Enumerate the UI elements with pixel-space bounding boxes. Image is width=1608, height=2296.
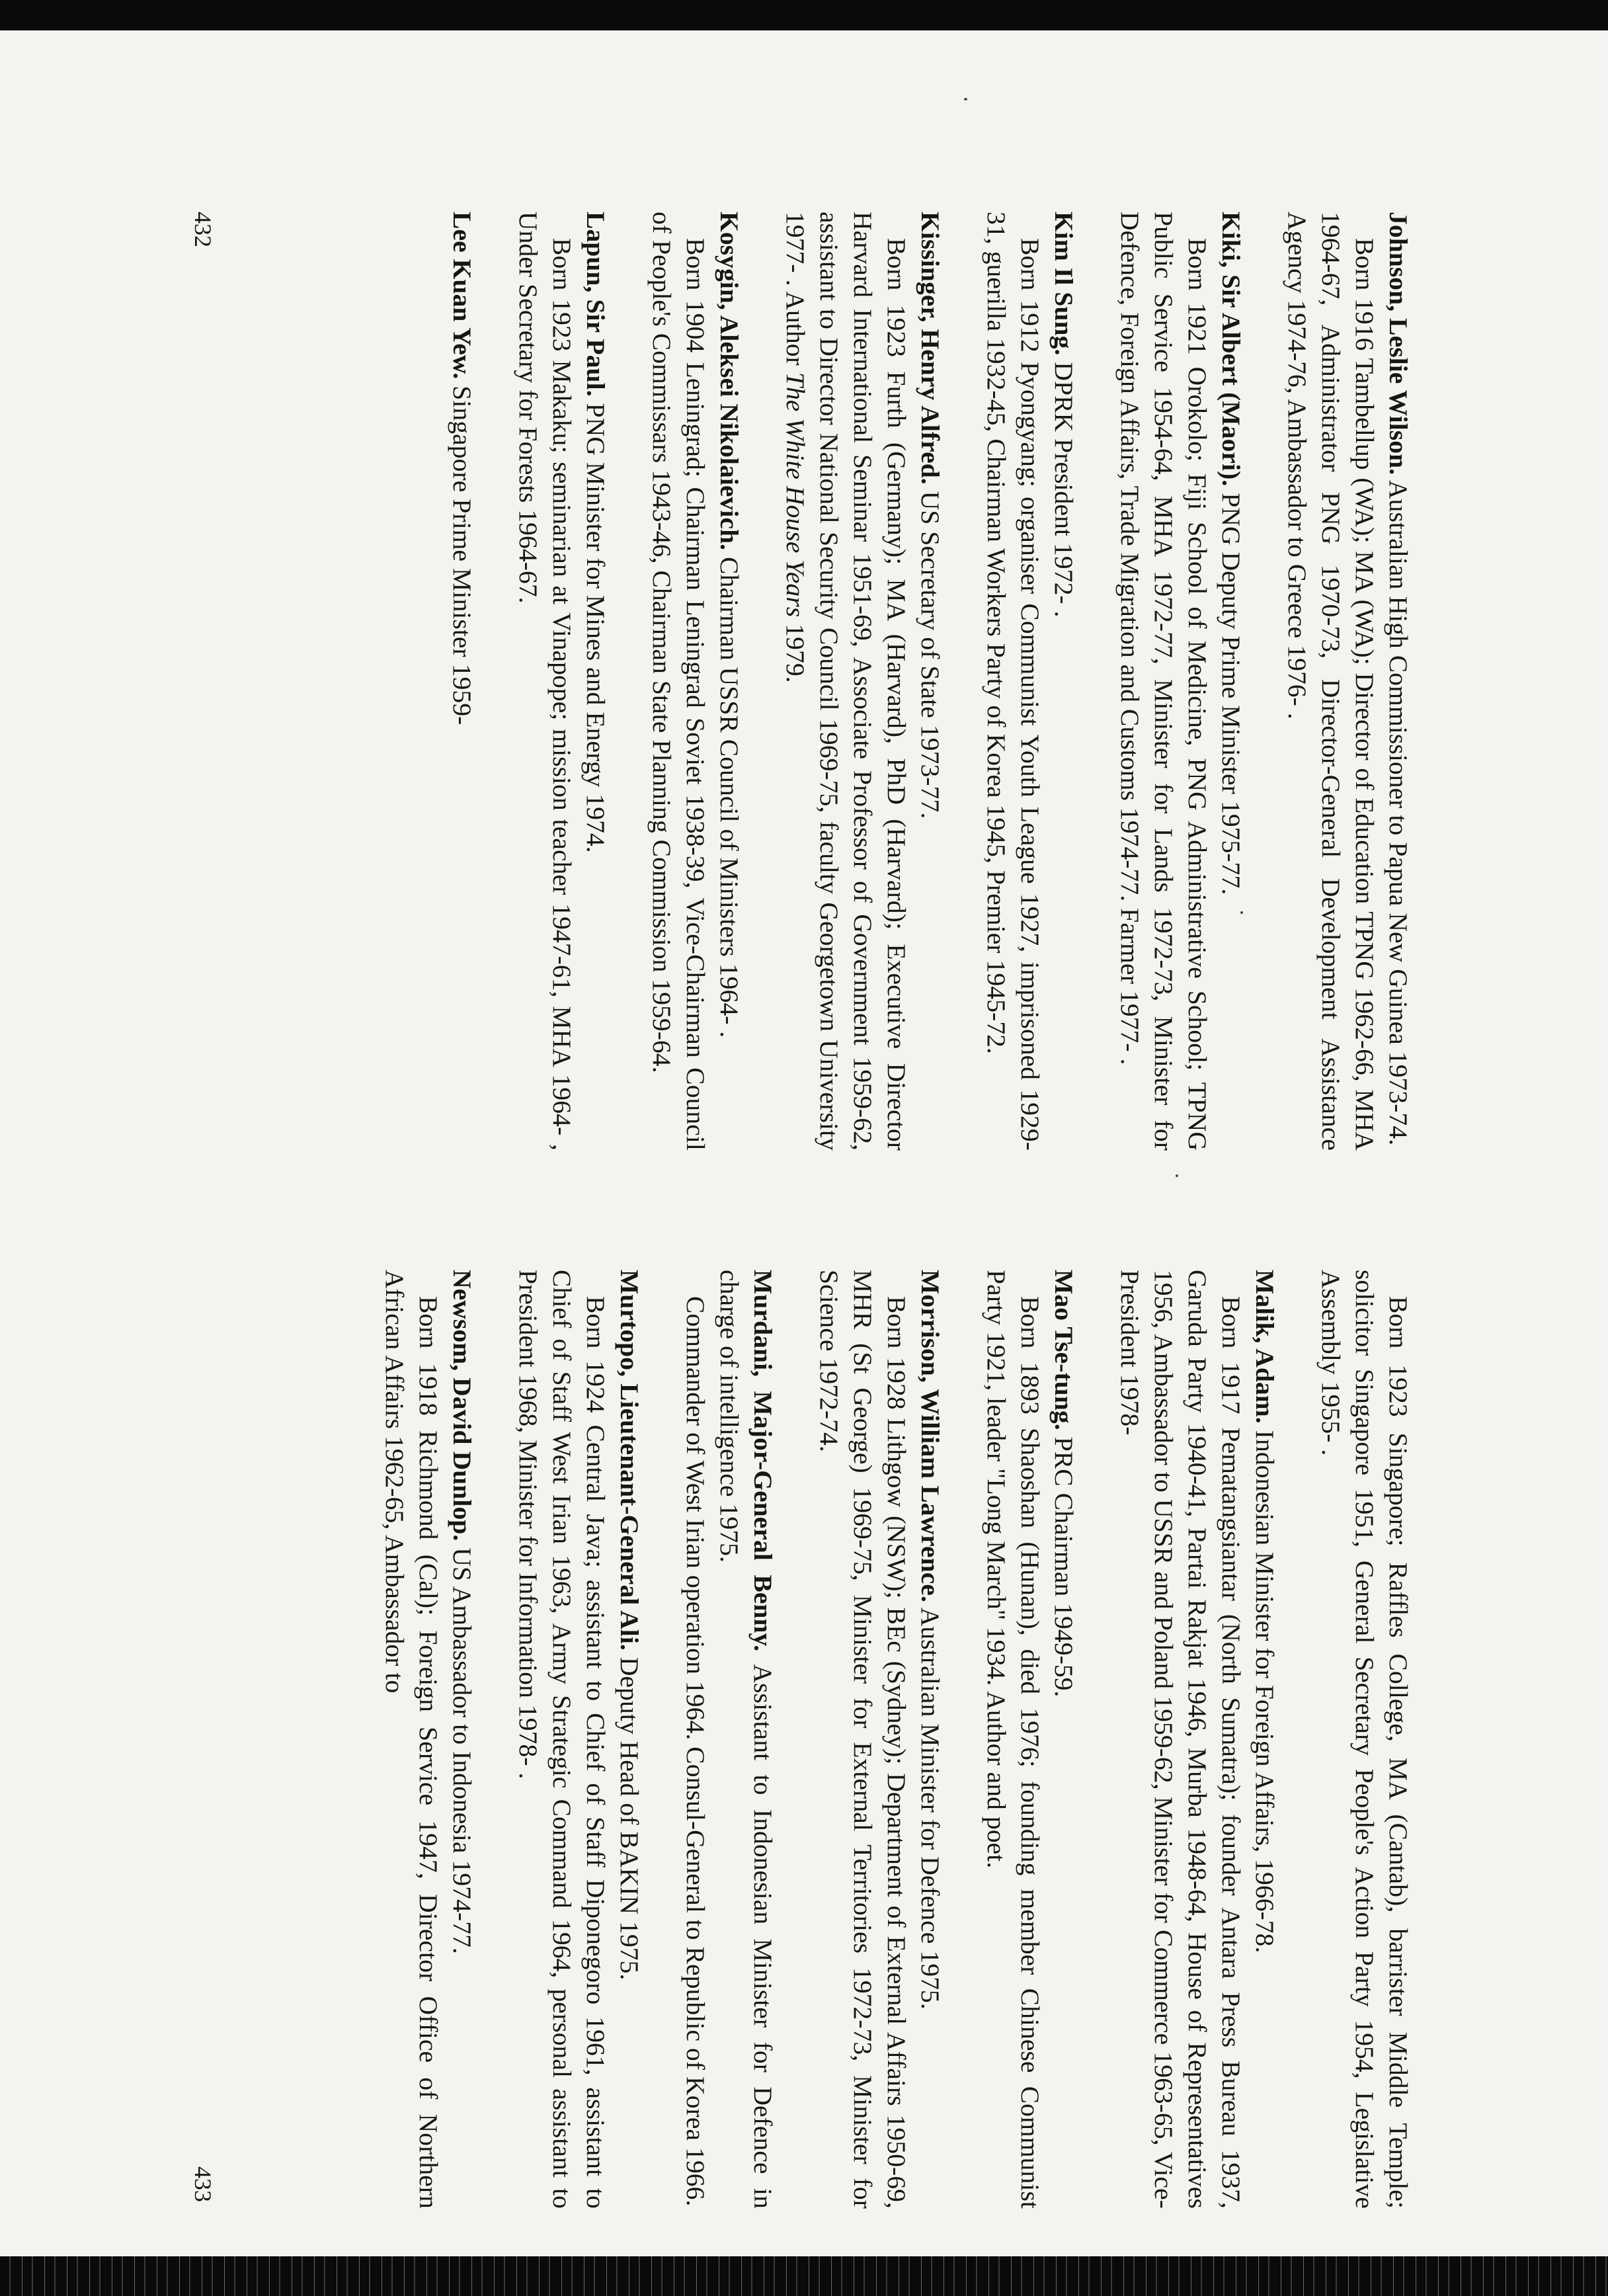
entry-kiki <box>1113 212 1248 1151</box>
entry-kissinger <box>778 212 947 1151</box>
entry-summary: US Ambassador to Indonesia 1974-77. <box>448 1541 477 1954</box>
entry-detail: Born 1923 Singapore; Raffles College, MA (Cantab), barrister Middle Temple; solicitor Singapore 1951, General Secretary People's Action Party 1954, Legislative Assembly 1955- . <box>1316 1270 1413 2209</box>
entry-name: Lee Kuan Yew. <box>448 212 477 380</box>
entry-detail: Born 1916 Tambellup (WA); MA (WA); Director of Education TPNG 1962-66, MHA 1964-67, Administrator PNG 1970-73, Director-General Development Assistance Agency 1974-76, Ambassador to Greece 1976- . <box>1283 212 1379 1151</box>
entry-kim-il-sung <box>979 212 1080 1151</box>
entry-lee-kuan-yew-continued <box>1314 1270 1415 2209</box>
entry-summary: Deputy Head of BAKIN 1975. <box>615 1650 644 1981</box>
entry-detail: Born 1923 Makaku; seminarian at Vinapope; mission teacher 1947-61, MHA 1964- , Under Secretary for Forests 1964-67. <box>514 212 577 1151</box>
entry-name: Morrison, William Lawrence. <box>916 1270 945 1602</box>
entry-name: Murdani, Major-General Benny. <box>748 1270 778 1652</box>
entry-detail: Born 1904 Leningrad; Chairman Leningrad Soviet 1938-39, Vice-Chairman Council of People's Commissars 1943-46, Chairman State Planning Commission 1959-64. <box>647 212 710 1151</box>
entry-detail-end: 1979. <box>781 617 810 683</box>
entry-summary: Australian High Commissioner to Papua New Guinea 1973-74. <box>1384 475 1413 1146</box>
entry-name: Lapun, Sir Paul. <box>581 212 610 397</box>
entry-summary: PRC Chairman 1949-59. <box>1049 1430 1078 1698</box>
entry-detail: Born 1923 Furth (Germany); MA (Harvard), PhD (Harvard); Executive Director Harvard International Seminar 1951-69, Associate Professor of Government 1959-62, assistant to Director National Security Council 1969-75, faculty Georgetown University 1977- . Author <box>781 212 911 1151</box>
entry-lee-kuan-yew <box>445 212 479 1151</box>
entry-name: Johnson, Leslie Wilson. <box>1384 212 1413 475</box>
entry-summary: Indonesian Minister for Foreign Affairs, 1966-78. <box>1250 1423 1279 1953</box>
right-page <box>172 1270 1415 2209</box>
entry-summary: US Secretary of State 1973-77. <box>916 484 945 819</box>
page-number: 433 <box>190 2166 216 2202</box>
entry-summary: Assistant to Indonesian Minister for Defence in charge of intelligence 1975. <box>715 1270 778 2209</box>
entry-newsom <box>378 1270 479 2209</box>
entry-name: Murtopo, Lieutenant-General Ali. <box>615 1270 644 1651</box>
entry-detail: Born 1912 Pyongyang; organiser Communist Youth League 1927, imprisoned 1929-31, guerilla 1932-45, Chairman Workers Party of Korea 1945, Premier 1945-72. <box>982 212 1045 1151</box>
entry-summary: Australian Minister for Defence 1975. <box>916 1602 945 2010</box>
entry-detail: Born 1918 Richmond (Cal); Foreign Service 1947, Director Office of Northern African Affairs 1962-65, Ambassador to <box>380 1270 443 2209</box>
entry-summary: PNG Deputy Prime Minister 1975-77. <box>1217 486 1246 895</box>
entry-name: Mao Tse-tung. <box>1049 1270 1078 1430</box>
scan-border-bottom <box>0 2256 1608 2296</box>
entry-detail: Born 1928 Lithgow (NSW); BEc (Sydney); Department of External Affairs 1950-69, MHR (St George) 1969-75, Minister for External Territories 1972-73, Minister for Science 1972-74. <box>815 1270 911 2209</box>
scan-speck <box>1176 1174 1178 1177</box>
entry-detail: Commander of West Irian operation 1964. Consul-General to Republic of Korea 1966. <box>681 1296 710 2207</box>
left-page <box>172 212 1415 1151</box>
entry-murdani <box>678 1270 780 2209</box>
book-title: The White House Years <box>781 372 810 618</box>
entry-summary: Chairman USSR Council of Ministers 1964- . <box>715 550 744 1038</box>
entry-name: Newsom, David Dunlop. <box>448 1270 477 1541</box>
entry-lapun <box>511 212 612 1151</box>
page-number: 432 <box>190 212 216 247</box>
entry-name: Kim Il Sung. <box>1049 212 1078 356</box>
entry-johnson <box>1280 212 1415 1151</box>
entry-kosygin <box>645 212 746 1151</box>
entry-malik <box>1113 1270 1281 2209</box>
entry-detail: Born 1924 Central Java; assistant to Chief of Staff Diponegoro 1961, assistant to Chief of Staff West Irian 1963, Army Strategic Command 1964, personal assistant to President 1968, Minister for Information 1978- . <box>514 1270 610 2209</box>
entry-summary: PNG Minister for Mines and Energy 1974. <box>581 396 610 853</box>
entry-detail: Born 1917 Pematangsiantar (North Sumatra); founder Antara Press Bureau 1937, Garuda Party 1940-41, Partai Rakjat 1946, Murba 1948-64, House of Representatives 1956, Ambassador to USSR and Poland 1959-62, Minister for Commerce 1963-65, Vice-President 1978- <box>1115 1270 1246 2209</box>
entry-summary: DPRK President 1972- . <box>1049 355 1078 618</box>
entry-detail: Born 1893 Shaoshan (Hunan), died 1976; founding member Chinese Communist Party 1921, leader "Long March" 1934. Author and poet. <box>982 1270 1045 2209</box>
entry-name: Malik, Adam. <box>1250 1270 1279 1424</box>
entry-name: Kiki, Sir Albert (Maori). <box>1217 212 1246 487</box>
scan-speck <box>964 98 967 101</box>
entry-name: Kissinger, Henry Alfred. <box>916 212 945 485</box>
scan-border-top <box>0 0 1608 30</box>
entry-detail: Born 1921 Orokolo; Fiji School of Medicine, PNG Administrative School; TPNG Public Service 1954-64, MHA 1972-77, Minister for Lands 1972-73, Minister for Defence, Foreign Affairs, Trade Migration and Customs 1974-77. Farmer 1977- . <box>1115 212 1212 1151</box>
entry-mao <box>979 1270 1080 2209</box>
entry-name: Kosygin, Aleksei Nikolaievich. <box>715 212 744 551</box>
entry-murtopo <box>511 1270 646 2209</box>
entry-summary: Singapore Prime Minister 1959- <box>448 379 477 725</box>
entry-morrison <box>812 1270 947 2209</box>
